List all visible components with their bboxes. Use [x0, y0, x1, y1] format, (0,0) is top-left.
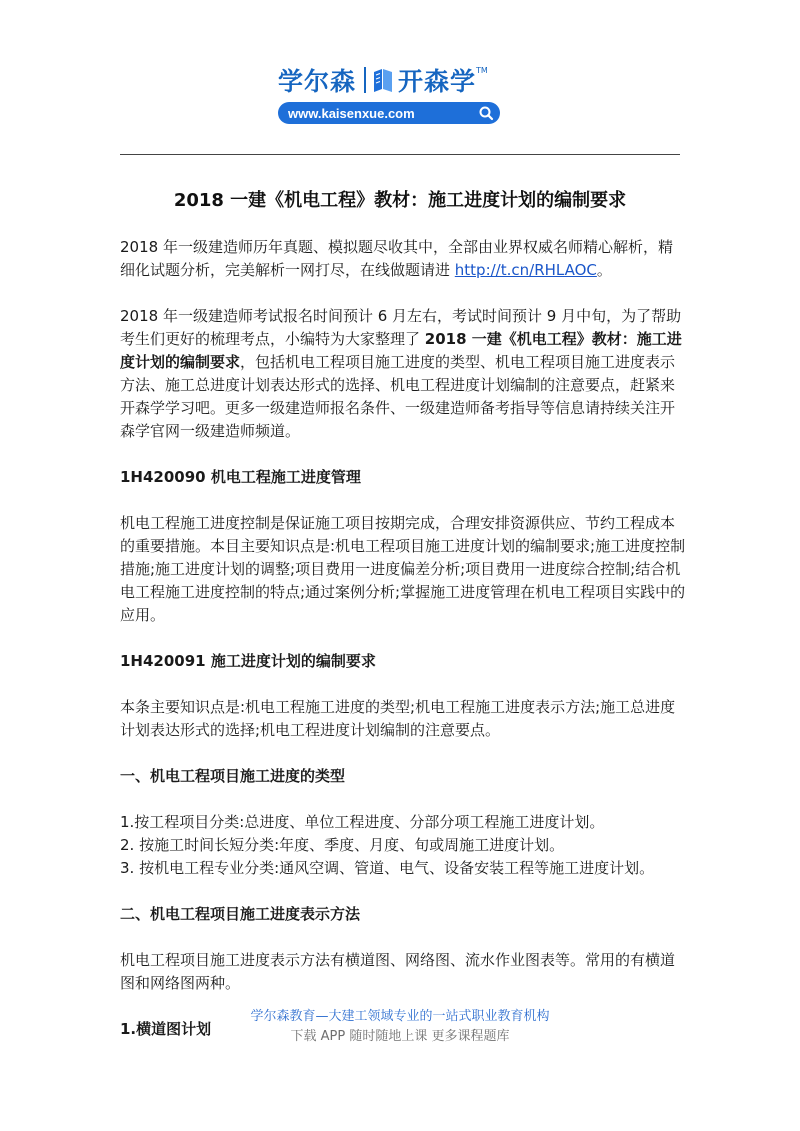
search-icon[interactable]	[478, 105, 494, 121]
trademark: TM	[476, 66, 488, 75]
book-icon	[372, 67, 394, 93]
article-body	[120, 236, 686, 1064]
intro-text: 2018 年一级建造师历年真题、模拟题尽收其中，全部由业界权威名师精心解析，精细化试题分析，完美解析一网打尽，在线做题请进	[120, 238, 673, 279]
list-item: 2. 按施工时间长短分类:年度、季度、月度、旬或周施工进度计划。	[120, 836, 565, 854]
intro-end: 。	[596, 261, 612, 279]
section-heading-gantt: 1.横道图计划	[120, 1020, 212, 1038]
summary-bold: 2018 一建《机电工程》教材：施工进度计划的编制要求	[120, 330, 682, 371]
section-heading-1h420091: 1H420091 施工进度计划的编制要求	[120, 652, 376, 670]
section-body-1h420090: 机电工程施工进度控制是保证施工项目按期完成，合理安排资源供应、节约工程成本的重要措施。本目主要知识点是:机电工程项目施工进度计划的编制要求;施工进度控制措施;施工进度计划的调整;项目费用一进度偏差分析;项目费用一进度综合控制;结合机电工程施工进度控制的特点;通过案例分析;掌握施工进度管理在机电工程项目实践中的应用。	[120, 514, 686, 624]
intro-paragraph	[120, 236, 686, 282]
url-bar[interactable]	[278, 102, 500, 124]
site-url[interactable]: www.kaisenxue.com	[288, 105, 415, 121]
brand-name-right: 开森学	[398, 67, 477, 96]
summary-before: 2018 年一级建造师考试报名时间预计 6 月左右，考试时间预计 9 月中旬，为了帮助考生们更好的梳理考点，小编特为大家整理了	[120, 307, 682, 348]
section-heading-1h420090: 1H420090 机电工程施工进度管理	[120, 468, 361, 486]
section-body-1h420091: 本条主要知识点是:机电工程施工进度的类型;机电工程施工进度表示方法;施工总进度计划表达形式的选择;机电工程进度计划编制的注意要点。	[120, 698, 676, 739]
list-item: 1.按工程项目分类:总进度、单位工程进度、分部分项工程施工进度计划。	[120, 813, 605, 831]
summary-paragraph	[120, 305, 686, 443]
summary-after: ，包括机电工程项目施工进度的类型、机电工程项目施工进度表示方法、施工总进度计划表达形式的选择、机电工程进度计划编制的注意要点，赶紧来开森学学习吧。更多一级建造师报名条件、一级建造师备考指导等信息请持续关注开森学官网一级建造师频道。	[120, 353, 676, 440]
section-heading-progress-types: 一、机电工程项目施工进度的类型	[120, 767, 346, 785]
page-title: 2018 一建《机电工程》教材：施工进度计划的编制要求	[173, 190, 627, 211]
brand-name-left: 学尔森	[278, 67, 357, 96]
header-divider	[120, 154, 680, 155]
section-body-representation: 机电工程项目施工进度表示方法有横道图、网络图、流水作业图表等。常用的有横道图和网络图两种。	[120, 951, 676, 992]
practice-link[interactable]: http://t.cn/RHLAOC	[454, 261, 597, 279]
progress-types-list	[120, 811, 686, 880]
footer-app-promo: 下载 APP 随时随地上课 更多课程题库	[290, 1029, 510, 1044]
page-footer	[0, 1007, 800, 1047]
brand-divider	[364, 67, 366, 93]
logo[interactable]	[278, 62, 524, 132]
footer-slogan: 学尔森教育—大建工领域专业的一站式职业教育机构	[250, 1009, 550, 1024]
section-heading-representation: 二、机电工程项目施工进度表示方法	[120, 905, 361, 923]
list-item: 3. 按机电工程专业分类:通风空调、管道、电气、设备安装工程等施工进度计划。	[120, 859, 655, 877]
